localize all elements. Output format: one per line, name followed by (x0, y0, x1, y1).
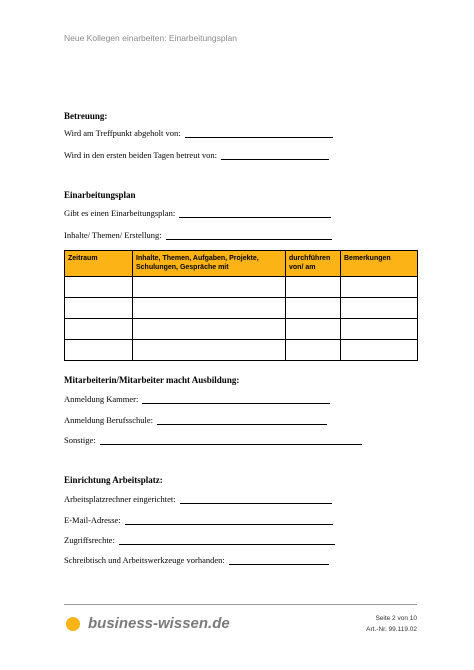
field-label: Gibt es einen Einarbeitungsplan: (64, 208, 176, 218)
field-betreut (64, 150, 329, 160)
table-cell[interactable] (133, 340, 286, 361)
fill-line[interactable] (100, 436, 362, 445)
field-arbeitsplatzrechner (64, 494, 332, 504)
table-header-row (65, 251, 418, 277)
table-cell[interactable] (341, 298, 418, 319)
table-cell[interactable] (341, 319, 418, 340)
table-cell[interactable] (341, 277, 418, 298)
column-header-bemerkungen: Bemerkungen (341, 251, 418, 277)
table-cell[interactable] (286, 340, 341, 361)
fill-line[interactable] (179, 209, 331, 218)
table-row (65, 298, 418, 319)
table-row (65, 340, 418, 361)
column-header-zeitraum: Zeitraum (65, 251, 133, 277)
fill-line[interactable] (157, 416, 327, 425)
fill-line[interactable] (180, 495, 332, 504)
table-cell[interactable] (65, 298, 133, 319)
field-label: Sonstige: (64, 435, 96, 445)
table-cell[interactable] (133, 319, 286, 340)
section-heading-arbeitsplatz: Einrichtung Arbeitsplatz: (64, 475, 163, 485)
field-email (64, 515, 333, 525)
column-header-durchfuehren: durchführen von/ am (286, 251, 341, 277)
field-label: Schreibtisch und Arbeitswerkzeuge vorhanden: (64, 555, 225, 565)
field-label: Arbeitsplatzrechner eingerichtet: (64, 494, 176, 504)
brand-logo: business-wissen.de (88, 615, 230, 632)
fill-line[interactable] (221, 151, 329, 160)
table-cell[interactable] (286, 319, 341, 340)
field-label: E-Mail-Adresse: (64, 515, 121, 525)
field-anmeldung-kammer (64, 394, 330, 404)
table-cell[interactable] (286, 298, 341, 319)
field-label: Zugriffsrechte: (64, 535, 115, 545)
table-cell[interactable] (65, 319, 133, 340)
field-sonstige (64, 435, 362, 445)
fill-line[interactable] (166, 231, 332, 240)
field-zugriffsrechte (64, 535, 335, 545)
fill-line[interactable] (142, 395, 330, 404)
field-inhalte (64, 230, 332, 240)
field-label: Wird am Treffpunkt abgeholt von: (64, 128, 181, 138)
table-cell[interactable] (65, 340, 133, 361)
einarbeitungsplan-table (64, 250, 418, 361)
table-cell[interactable] (65, 277, 133, 298)
fill-line[interactable] (119, 536, 335, 545)
table-cell[interactable] (341, 340, 418, 361)
field-plan-vorhanden (64, 208, 331, 218)
table-cell[interactable] (133, 277, 286, 298)
field-label: Anmeldung Berufsschule: (64, 415, 153, 425)
column-header-inhalte: Inhalte, Themen, Aufgaben, Projekte, Schulungen, Gespräche mit (133, 251, 286, 277)
field-label: Anmeldung Kammer: (64, 394, 139, 404)
page-number: Seite 2 von 10 (375, 615, 417, 622)
table-row (65, 277, 418, 298)
section-heading-betreuung: Betreuung: (64, 111, 108, 121)
page-header-title: Neue Kollegen einarbeiten: Einarbeitungsplan (64, 33, 237, 43)
field-label: Wird in den ersten beiden Tagen betreut von: (64, 150, 218, 160)
field-treffpunkt (64, 128, 333, 138)
table-cell[interactable] (133, 298, 286, 319)
field-label: Inhalte/ Themen/ Erstellung: (64, 230, 162, 240)
field-anmeldung-berufsschule (64, 415, 327, 425)
table-cell[interactable] (286, 277, 341, 298)
table-row (65, 319, 418, 340)
section-heading-ausbildung: Mitarbeiterin/Mitarbeiter macht Ausbildung: (64, 375, 240, 385)
logo-dot-icon (66, 617, 80, 631)
article-number: Art.-Nr. 99.119.02 (366, 626, 417, 633)
fill-line[interactable] (185, 129, 333, 138)
section-heading-einarbeitungsplan: Einarbeitungsplan (64, 190, 136, 200)
fill-line[interactable] (229, 556, 329, 565)
footer-divider (64, 604, 417, 605)
fill-line[interactable] (125, 516, 333, 525)
field-schreibtisch (64, 555, 329, 565)
